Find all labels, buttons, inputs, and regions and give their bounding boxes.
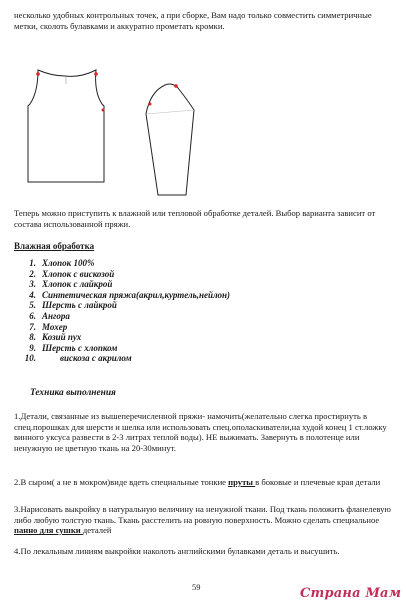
technique-heading: Техника выполнения	[30, 388, 116, 398]
sleeve-outline	[146, 84, 194, 195]
step-2-text-a: 2.В сыром( а не в мокром)виде вдеть специальные тонкие	[14, 477, 229, 487]
watermark	[300, 586, 401, 601]
step-4: 4.По лекальным линиям выкройки наколоть английскими булавками деталь и высушить.	[14, 546, 340, 556]
list-item: 5. Шерсть с лайкрой	[29, 300, 117, 311]
list-item: 9. Шерсть с хлопком	[29, 342, 118, 353]
step-2-rods: пруты	[228, 477, 256, 487]
fiber-list	[14, 258, 230, 364]
watermark-text: Страна Мам	[300, 586, 402, 601]
sleeve-mark-side	[149, 103, 152, 106]
processing-intro: Теперь можно приступить к влажной или тепловой обработке деталей. Выбор варианта зависит от состава использованной пряжи.	[14, 208, 376, 229]
sleeve-side-line	[146, 110, 194, 114]
list-item: 8. Козий пух	[29, 332, 82, 343]
step-3	[14, 504, 396, 536]
page-number: 59	[192, 582, 201, 592]
list-item: 6. Ангора	[29, 310, 70, 321]
step-2-text-b: в боковые и плечевые края детали	[255, 477, 381, 487]
step-3-text-b: деталей	[82, 525, 112, 535]
step-3-drying-board: панно для сушки	[14, 525, 83, 535]
bodice-outline	[28, 70, 104, 182]
list-item: 2. Хлопок с вискозой	[29, 268, 115, 279]
list-item: 10. вискоза с акрилом	[24, 353, 132, 364]
bodice-mark-right	[94, 72, 98, 76]
list-item: 7. Мохер	[29, 321, 68, 332]
bodice-mark-side	[102, 109, 105, 112]
sleeve-mark-top	[174, 84, 178, 88]
list-item: 1. Хлопок 100%	[29, 258, 95, 268]
bodice-mark-left	[36, 72, 40, 76]
sleeve-pattern	[146, 84, 194, 195]
step-1: 1.Детали, связанные из вышеперечисленной пряжи- намочить(желательно слегка простирнуть в спец.порошках для шерсти и шелка или использовать спец.ополаскиватели,на худой конец 1 ст.ложку винного уксуса развести в 2-3 литрах теплой воды). НЕ выжимать. Завернуть в полотенце или ненужную не цветную ткань на 20-30минут.	[14, 411, 387, 453]
intro-paragraph: несколько удобных контрольных точек, а при сборке, Вам надо только совместить симметричные метки, сколоть булавками и аккуратно прометать кромки.	[14, 10, 372, 31]
step-3-text-a: 3.Нарисовать выкройку в натуральную величину на ненужной ткани. Под ткань положить фланелевую либо любую толстую ткань. Ткань расстелить на ровную поверхность. Можно сделать специальное	[14, 504, 391, 525]
list-item: 4. Синтетическая пряжа(акрил,куртель,нейлон)	[29, 289, 231, 300]
step-2	[14, 477, 396, 488]
bodice-pattern	[28, 70, 104, 182]
list-item: 3. Хлопок с лайкрой	[29, 279, 113, 290]
wet-processing-heading: Влажная обработка	[14, 241, 95, 251]
